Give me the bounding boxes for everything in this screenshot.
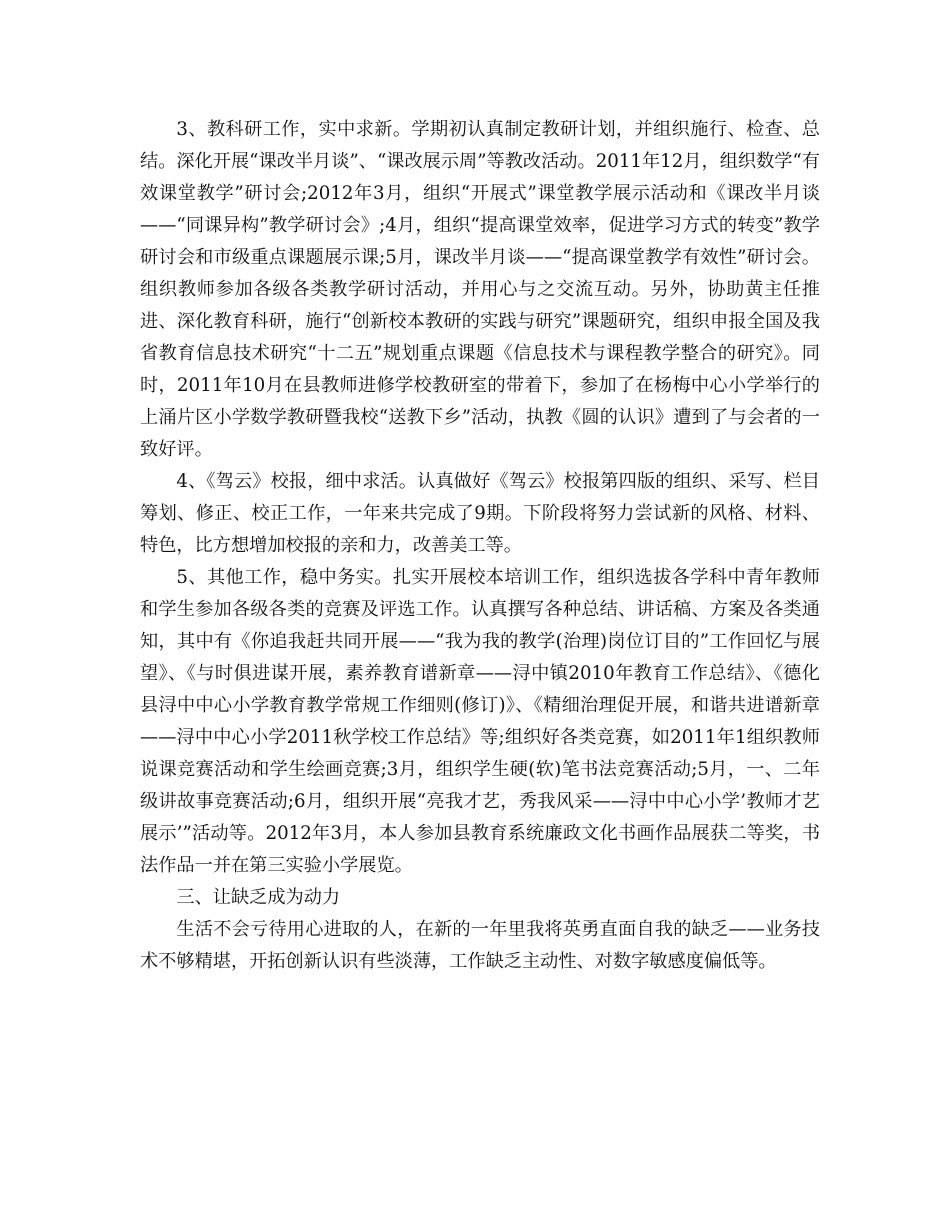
paragraph-school-newspaper: 4、《驾云》校报，细中求活。认真做好《驾云》校报第四版的组织、采写、栏目筹划、修正、校正工作，一年来共完成了9期。下阶段将努力尝试新的风格、材料、特色，比方想增加校报的亲和力，改善美工等。 <box>140 471 820 556</box>
section-heading-shortcomings: 三、让缺乏成为动力 <box>176 887 341 908</box>
paragraph-shortcomings: 生活不会亏待用心进取的人，在新的一年里我将英勇直面自我的缺乏——业务技术不够精堪，开拓创新认识有些淡薄，工作缺乏主动性、对数字敏感度偏低等。 <box>140 919 820 972</box>
paragraph-research-work: 3、教科研工作，实中求新。学期初认真制定教研计划，并组织施行、检查、总结。深化开展“课改半月谈”、“课改展示周”等教改活动。2011年12月，组织数学“有效课堂教学”研讨会;2012年3月，组织“开展式”课堂教学展示活动和《课改半月谈——“同课异构”教学研讨会》;4月，组织“提高课堂效率，促进学习方式的转变”教学研讨会和市级重点课题展示课;5月，课改半月谈——“提高课堂教学有效性”研讨会。组织教师参加各级各类教学研讨活动，并用心与之交流互动。另外，协助黄主任推进、深化教育科研，施行“创新校本教研的实践与研究”课题研究，组织申报全国及我省教育信息技术研究“十二五”规划重点课题《信息技术与课程教学整合的研究》。同时，2011年10月在县教师进修学校教研室的带着下，参加了在杨梅中心小学举行的上涌片区小学数学教研暨我校“送教下乡”活动，执教《圆的认识》遭到了与会者的一致好评。 <box>140 119 820 460</box>
document-page <box>140 114 820 978</box>
paragraph-other-work: 5、其他工作，稳中务实。扎实开展校本培训工作，组织选拔各学科中青年教师和学生参加各级各类的竞赛及评选工作。认真撰写各种总结、讲话稿、方案及各类通知，其中有《你追我赶共同开展——“我为我的教学(治理)岗位订目的”工作回忆与展望》、《与时俱进谋开展，素养教育谱新章——浔中镇2010年教育工作总结》、《德化县浔中中心小学教育教学常规工作细则(修订)》、《精细治理促开展，和谐共进谱新章——浔中中心小学2011秋学校工作总结》等;组织好各类竞赛，如2011年1组织教师说课竞赛活动和学生绘画竞赛;3月，组织学生硬(软)笔书法竞赛活动;5月，一、二年级讲故事竞赛活动;6月，组织开展“亮我才艺，秀我风采——浔中中心小学’教师才艺展示’”活动等。2012年3月，本人参加县教育系统廉政文化书画作品展获二等奖，书法作品一并在第三实验小学展览。 <box>140 567 820 876</box>
